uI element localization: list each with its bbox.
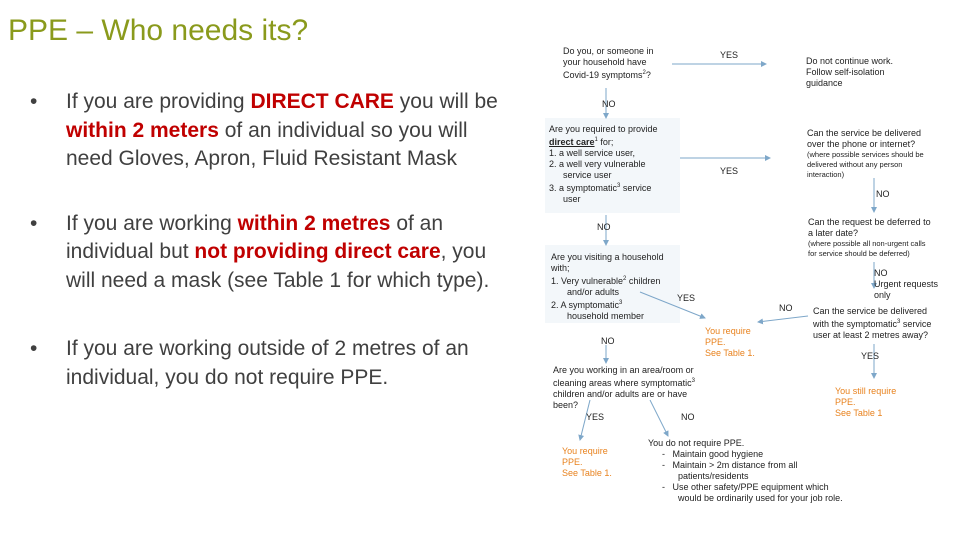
text-line: 1. a well service user, (549, 148, 636, 158)
text-span: Covid-19 symptoms (563, 70, 643, 80)
text-line: would be ordinarily used for your job role. (678, 493, 843, 503)
label-no: NO (597, 222, 611, 232)
text-line: NO (874, 268, 888, 278)
question-area (553, 365, 695, 411)
text-line: children and/or adults are or have (553, 389, 688, 399)
superscript: 2 (642, 70, 646, 76)
text-line: your household have (563, 57, 647, 67)
text-line: PPE. (562, 457, 583, 467)
label-yes: YES (720, 166, 739, 176)
question-direct-care (549, 124, 658, 205)
outcome-no-ppe (648, 438, 843, 504)
text-line: PPE. (705, 337, 726, 347)
text-span: ? (645, 70, 651, 80)
text-line: Urgent requests (874, 279, 939, 289)
text-line: household member (567, 311, 645, 321)
text-line (563, 68, 654, 81)
text-line: You still require (835, 386, 897, 396)
text-line: See Table 1 (835, 408, 883, 418)
bullet-text: If you are providing (66, 90, 251, 113)
text-line: a later date? (808, 228, 859, 238)
slide-title: PPE – Who needs its? (8, 14, 309, 47)
bullet-dot-icon: • (30, 337, 38, 360)
label-no: NO (779, 303, 793, 313)
text-line: Follow self-isolation (806, 67, 885, 77)
text-line: service user (563, 170, 612, 180)
text-line: user at least 2 metres away? (813, 330, 929, 340)
text-line: Are you visiting a household (551, 252, 664, 262)
text-span: Maintain > 2m distance from all (672, 460, 798, 470)
text-span: 3. a symptomatic (549, 183, 618, 193)
label-yes: YES (586, 412, 605, 422)
text-line: for service should be deferred) (808, 249, 910, 258)
question-defer (808, 217, 931, 259)
text-line (648, 460, 843, 471)
text-span: 1. Very vulnerable (551, 276, 624, 286)
text-line: Can the service be delivered (807, 128, 922, 138)
text-line: See Table 1. (562, 468, 612, 478)
text-line (553, 376, 695, 389)
text-span: with the symptomatic (813, 319, 898, 329)
outcome-self-isolate (806, 56, 893, 89)
dash: - (662, 449, 665, 459)
text-span: cleaning areas where symptomatic (553, 378, 692, 388)
text-line: interaction) (807, 170, 845, 179)
arrow-no-ppe1 (758, 316, 808, 322)
superscript: 3 (691, 378, 695, 384)
dash: - (662, 460, 665, 470)
superscript: 3 (619, 300, 623, 306)
text-line: been? (553, 400, 579, 410)
superscript: 2 (623, 276, 627, 282)
label-yes: YES (677, 293, 696, 303)
text-line: You require (705, 326, 751, 336)
question-distance (813, 306, 931, 341)
superscript: 3 (897, 319, 901, 325)
text-line: 2. a well very vulnerable (549, 159, 646, 169)
text-span: service (900, 319, 932, 329)
text-line: only (874, 290, 891, 300)
text-span: direct care (549, 137, 595, 147)
text-line: Are you working in an area/room or (553, 365, 694, 375)
text-span: children (626, 276, 661, 286)
superscript: 1 (594, 137, 598, 143)
text-line (549, 135, 658, 148)
text-line: over the phone or internet? (807, 139, 916, 149)
bullet-emphasis: not providing direct care (194, 240, 441, 263)
text-line: Are you required to provide (549, 124, 658, 134)
bullet-dot-icon: • (30, 211, 38, 235)
bullet-dot-icon: • (30, 90, 38, 113)
text-line: patients/residents (678, 471, 749, 481)
bullet-text: , you will need a mask (see Table 1 for which type). (66, 240, 490, 292)
label-no: NO (602, 99, 616, 109)
question-remote (807, 128, 924, 180)
text-line (551, 298, 664, 311)
text-span: service (620, 183, 652, 193)
bullet-text: you will be (393, 90, 498, 113)
text-line: Do not continue work. (806, 56, 894, 66)
text-span: for; (597, 137, 614, 147)
question-visiting (551, 252, 664, 322)
text-line: delivered without any person (807, 160, 903, 169)
superscript: 3 (617, 183, 621, 189)
text-span: 2. A symptomatic (551, 300, 620, 310)
bullet-text: If you are working (66, 211, 238, 235)
text-line: Can the request be deferred to (808, 217, 931, 227)
text-line: guidance (806, 78, 843, 88)
bullet-emphasis: within 2 meters (66, 118, 219, 142)
text-line (813, 317, 931, 330)
outcome-require-ppe (705, 326, 755, 359)
text-line: and/or adults (567, 287, 620, 297)
text-line: (where possible services should be (807, 150, 924, 159)
label-yes: YES (720, 50, 739, 60)
label-no: NO (681, 412, 695, 422)
text-line: PPE. (835, 397, 856, 407)
text-line: You do not require PPE. (648, 438, 745, 448)
text-line (549, 181, 658, 194)
outcome-require-ppe (562, 446, 612, 479)
text-line (551, 274, 664, 287)
bullet-text: of an individual but (66, 211, 444, 263)
bullet-text: If you are working outside of 2 metres of an individual, you do not require PPE. (66, 337, 469, 389)
bullet-emphasis: DIRECT CARE (250, 90, 394, 113)
text-line: Can the service be delivered (813, 306, 928, 316)
text-line: You require (562, 446, 608, 456)
text-line: with; (551, 263, 570, 273)
bullet-emphasis: within 2 metres (237, 211, 391, 235)
outcome-still-require-ppe (835, 386, 896, 419)
text-line: Do you, or someone in (563, 46, 654, 56)
text-line: user (563, 194, 581, 204)
text-span: Maintain good hygiene (672, 449, 764, 459)
question-symptoms (563, 46, 654, 81)
label-no: NO (601, 336, 615, 346)
outcome-urgent-only (874, 268, 938, 301)
text-line: (where possible all non-urgent calls (808, 239, 926, 248)
label-yes: YES (861, 351, 880, 361)
text-line (648, 482, 843, 493)
dash: - (662, 482, 665, 492)
text-line: See Table 1. (705, 348, 755, 358)
text-span: Use other safety/PPE equipment which (672, 482, 829, 492)
text-line (648, 449, 843, 460)
bullet-text: of an individual so you will need Gloves, Apron, Fluid Resistant Mask (66, 118, 468, 170)
label-no: NO (876, 189, 890, 199)
